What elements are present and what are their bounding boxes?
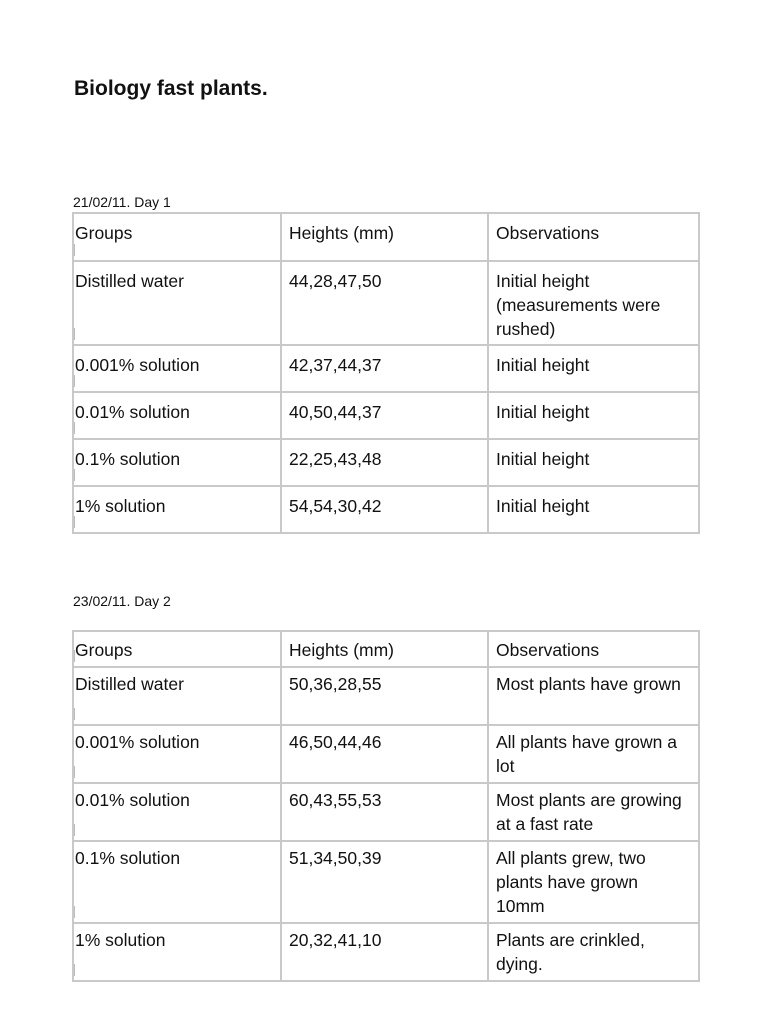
- table-row: [73, 841, 699, 923]
- heights-cell: 46,50,44,46: [281, 725, 488, 783]
- observation-cell: Plants are crinkled, dying.: [488, 923, 699, 981]
- heights-cell: 22,25,43,48: [281, 439, 488, 486]
- observation-cell: Initial height: [488, 439, 699, 486]
- observation-cell: Initial height: [488, 345, 699, 392]
- heights-cell: 60,43,55,53: [281, 783, 488, 841]
- observation-cell: All plants grew, two plants have grown 10mm: [488, 841, 699, 923]
- day1-table: [72, 212, 700, 534]
- observation-cell: Initial height: [488, 486, 699, 533]
- heights-cell: 54,54,30,42: [281, 486, 488, 533]
- table-row: [73, 261, 699, 345]
- header-cell-heights: Heights (mm): [281, 631, 488, 667]
- day1-caption: 21/02/11. Day 1: [73, 194, 171, 210]
- table-row: [73, 486, 699, 533]
- observation-cell: Most plants are growing at a fast rate: [488, 783, 699, 841]
- group-cell: 0.01% solution: [73, 783, 281, 841]
- group-cell: 0.1% solution: [73, 439, 281, 486]
- group-cell: 0.1% solution: [73, 841, 281, 923]
- heights-cell: 44,28,47,50: [281, 261, 488, 345]
- group-cell: Distilled water: [73, 667, 281, 725]
- group-cell: 0.001% solution: [73, 345, 281, 392]
- page-title: Biology fast plants.: [74, 77, 268, 100]
- header-cell-heights: Heights (mm): [281, 213, 488, 261]
- observation-cell: Initial height: [488, 392, 699, 439]
- group-cell: Distilled water: [73, 261, 281, 345]
- group-cell: 0.01% solution: [73, 392, 281, 439]
- table-row: [73, 725, 699, 783]
- day2-caption: 23/02/11. Day 2: [73, 593, 171, 609]
- table-row: [73, 345, 699, 392]
- header-cell-observations: Observations: [488, 631, 699, 667]
- table-row: [73, 667, 699, 725]
- group-cell: 1% solution: [73, 486, 281, 533]
- table-row: [73, 392, 699, 439]
- day2-table: [72, 630, 700, 982]
- header-cell-observations: Observations: [488, 213, 699, 261]
- header-cell-groups: Groups: [73, 631, 281, 667]
- observation-cell: Most plants have grown: [488, 667, 699, 725]
- heights-cell: 40,50,44,37: [281, 392, 488, 439]
- observation-cell: Initial height (measurements were rushed): [488, 261, 699, 345]
- header-cell-groups: Groups: [73, 213, 281, 261]
- heights-cell: 42,37,44,37: [281, 345, 488, 392]
- group-cell: 0.001% solution: [73, 725, 281, 783]
- group-cell: 1% solution: [73, 923, 281, 981]
- table-row: [73, 923, 699, 981]
- heights-cell: 20,32,41,10: [281, 923, 488, 981]
- table-row: [73, 783, 699, 841]
- heights-cell: 51,34,50,39: [281, 841, 488, 923]
- heights-cell: 50,36,28,55: [281, 667, 488, 725]
- table-row: [73, 439, 699, 486]
- observation-cell: All plants have grown a lot: [488, 725, 699, 783]
- table-header-row: [73, 213, 699, 261]
- table-header-row: [73, 631, 699, 667]
